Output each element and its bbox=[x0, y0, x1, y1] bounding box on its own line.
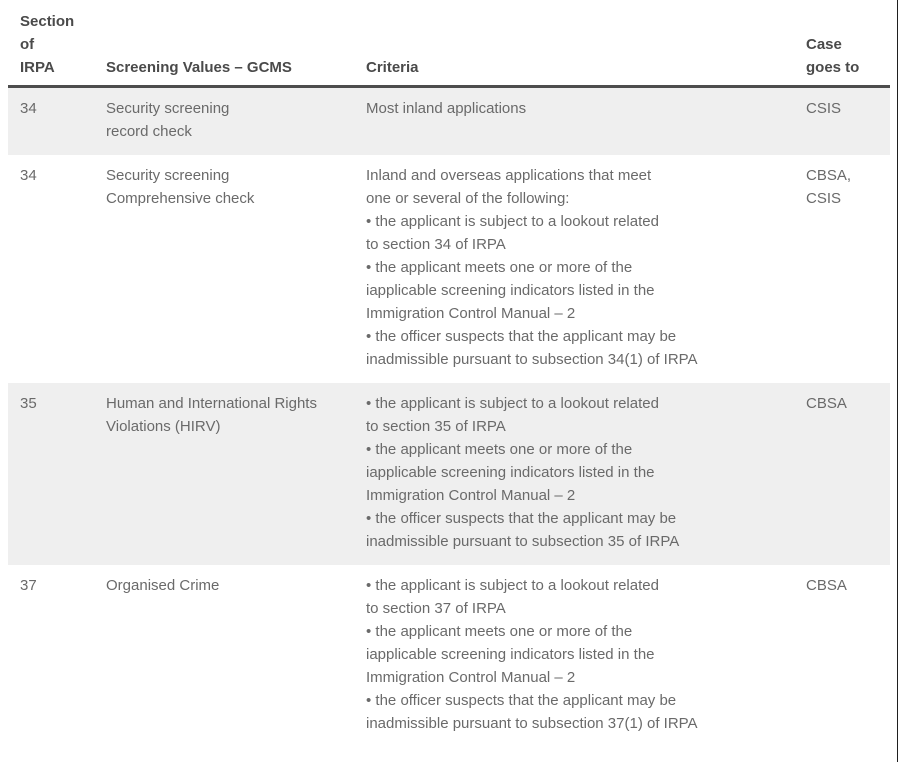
section-value: 34 bbox=[20, 167, 37, 184]
cell-section bbox=[8, 164, 106, 371]
page-right-edge-line bbox=[897, 0, 898, 762]
screening-line: Comprehensive check bbox=[106, 190, 255, 207]
criteria-line: Inland and overseas applications that meet bbox=[366, 167, 652, 184]
criteria-line: inadmissible pursuant to subsection 35 of IRPA bbox=[366, 533, 680, 550]
case-line: CSIS bbox=[806, 190, 842, 207]
criteria-line: iapplicable screening indicators listed in the bbox=[366, 646, 655, 663]
header-line: IRPA bbox=[20, 59, 55, 76]
case-line: CBSA bbox=[806, 577, 847, 594]
criteria-line: • the officer suspects that the applicant may be bbox=[366, 510, 677, 527]
criteria-line: • the applicant is subject to a lookout related bbox=[366, 577, 659, 594]
header-line: Case bbox=[806, 36, 842, 53]
header-line: of bbox=[20, 36, 35, 53]
cell-case-goes-to bbox=[806, 574, 890, 735]
table-row bbox=[8, 155, 890, 383]
cell-criteria bbox=[366, 574, 806, 735]
criteria-line: • the applicant meets one or more of the bbox=[366, 441, 633, 458]
screening-line: record check bbox=[106, 123, 192, 140]
column-header-section-of-irpa bbox=[8, 10, 106, 79]
section-value: 34 bbox=[20, 100, 37, 117]
table-row bbox=[8, 565, 890, 747]
criteria-line: inadmissible pursuant to subsection 37(1) of IRPA bbox=[366, 715, 698, 732]
criteria-line: inadmissible pursuant to subsection 34(1) of IRPA bbox=[366, 351, 698, 368]
criteria-line: • the applicant is subject to a lookout related bbox=[366, 395, 659, 412]
cell-case-goes-to bbox=[806, 392, 890, 553]
criteria-line: • the officer suspects that the applicant may be bbox=[366, 328, 677, 345]
table-row bbox=[8, 88, 890, 155]
screening-line: Security screening bbox=[106, 167, 230, 184]
case-line: CSIS bbox=[806, 100, 842, 117]
criteria-line: Immigration Control Manual – 2 bbox=[366, 487, 576, 504]
criteria-line: • the applicant meets one or more of the bbox=[366, 623, 633, 640]
criteria-line: to section 37 of IRPA bbox=[366, 600, 506, 617]
cell-screening-values bbox=[106, 97, 366, 143]
cell-section bbox=[8, 392, 106, 553]
case-line: CBSA bbox=[806, 395, 847, 412]
header-line: Screening Values – GCMS bbox=[106, 59, 292, 76]
section-value: 37 bbox=[20, 577, 37, 594]
column-header-screening-values bbox=[106, 56, 366, 79]
criteria-line: • the applicant meets one or more of the bbox=[366, 259, 633, 276]
criteria-line: • the applicant is subject to a lookout related bbox=[366, 213, 659, 230]
cell-section bbox=[8, 97, 106, 143]
criteria-line: to section 34 of IRPA bbox=[366, 236, 506, 253]
header-line: Criteria bbox=[366, 59, 419, 76]
cell-case-goes-to bbox=[806, 164, 890, 371]
screening-table bbox=[8, 0, 890, 747]
cell-screening-values bbox=[106, 574, 366, 735]
criteria-line: one or several of the following: bbox=[366, 190, 570, 207]
cell-criteria bbox=[366, 97, 806, 143]
screening-line: Security screening bbox=[106, 100, 230, 117]
screening-line: Violations (HIRV) bbox=[106, 418, 221, 435]
header-line: Section bbox=[20, 13, 75, 30]
criteria-line: iapplicable screening indicators listed in the bbox=[366, 464, 655, 481]
criteria-line: Immigration Control Manual – 2 bbox=[366, 305, 576, 322]
cell-section bbox=[8, 574, 106, 735]
table-row bbox=[8, 383, 890, 565]
criteria-line: • the officer suspects that the applicant may be bbox=[366, 692, 677, 709]
cell-screening-values bbox=[106, 392, 366, 553]
column-header-case-goes-to bbox=[806, 33, 890, 79]
criteria-line: iapplicable screening indicators listed in the bbox=[366, 282, 655, 299]
screening-line: Human and International Rights bbox=[106, 395, 317, 412]
cell-case-goes-to bbox=[806, 97, 890, 143]
cell-criteria bbox=[366, 164, 806, 371]
criteria-line: Most inland applications bbox=[366, 100, 527, 117]
case-line: CBSA, bbox=[806, 167, 852, 184]
column-header-criteria bbox=[366, 56, 806, 79]
header-line: goes to bbox=[806, 59, 860, 76]
table-header-row bbox=[8, 0, 890, 88]
cell-screening-values bbox=[106, 164, 366, 371]
criteria-line: Immigration Control Manual – 2 bbox=[366, 669, 576, 686]
screening-line: Organised Crime bbox=[106, 577, 220, 594]
section-value: 35 bbox=[20, 395, 37, 412]
criteria-line: to section 35 of IRPA bbox=[366, 418, 506, 435]
cell-criteria bbox=[366, 392, 806, 553]
